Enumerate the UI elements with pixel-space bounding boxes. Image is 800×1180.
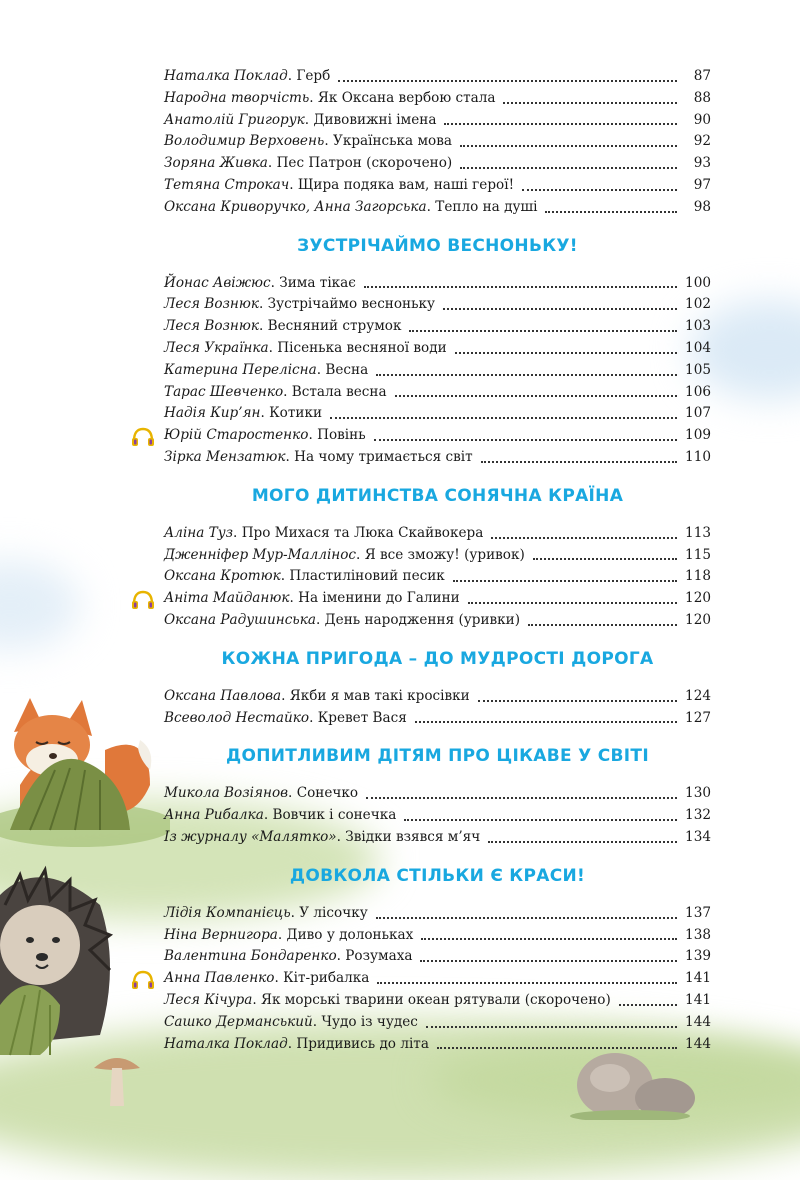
toc-entry[interactable] [164, 827, 711, 849]
entry-page-number: 106 [685, 383, 711, 400]
author-separator: . [304, 111, 314, 128]
entry-title: Тепло на душі [435, 198, 538, 215]
entry-title: Я все зможу! (уривок) [364, 546, 525, 563]
entry-author: Оксана Павлова [164, 687, 282, 704]
author-separator: . [336, 948, 346, 965]
entry-author: Лідія Компанієць [164, 904, 291, 921]
entry-title: Повінь [317, 427, 366, 444]
entry-page-number: 104 [685, 339, 711, 356]
entry-author: Аліна Туз [164, 524, 234, 541]
dot-leader [415, 721, 677, 723]
dot-leader [338, 80, 677, 82]
entry-page-number: 130 [685, 785, 711, 802]
entry-title: У лісочку [299, 904, 368, 921]
entry-page-number: 141 [685, 970, 711, 987]
entry-author: Володимир Верховень [164, 133, 325, 150]
author-separator: . [315, 611, 325, 628]
entry-page-number: 113 [685, 524, 711, 541]
toc-entry[interactable] [164, 425, 711, 447]
mushroom-illustration [92, 1050, 142, 1110]
author-separator: . [288, 785, 297, 802]
author-separator: . [267, 155, 277, 172]
entry-page-number: 139 [685, 948, 711, 965]
toc-entry[interactable] [164, 175, 711, 197]
entry-title: Пес Патрон (скорочено) [276, 155, 453, 172]
entry-author: Леся Вознюк [164, 296, 259, 313]
section-heading: ДОВКОЛА СТІЛЬКИ Є КРАСИ! [289, 865, 586, 886]
toc-entry[interactable] [164, 197, 711, 219]
entry-page-number: 100 [685, 274, 711, 291]
dot-leader [443, 308, 677, 310]
author-separator: . [312, 1013, 322, 1030]
dot-leader [409, 330, 677, 332]
author-separator: . [336, 828, 346, 845]
entry-page-number: 98 [693, 198, 711, 215]
entry-page-number: 138 [685, 926, 711, 943]
entry-author: Леся Вознюк [164, 318, 259, 335]
entry-title: Дивовижні імена [313, 111, 437, 128]
toc-entry[interactable] [164, 566, 711, 588]
author-separator: . [277, 926, 287, 943]
dot-leader [395, 395, 677, 397]
entry-title: Придивись до літа [296, 1035, 429, 1052]
toc-entry[interactable] [164, 273, 711, 295]
author-separator: . [324, 133, 333, 150]
entry-title: Про Михася та Люка Скайвокера [241, 524, 484, 541]
entry-page-number: 87 [693, 68, 711, 84]
entry-title: Кревет Вася [317, 709, 407, 726]
author-separator: . [260, 405, 270, 422]
entry-page-number: 137 [685, 904, 711, 921]
author-separator: . [280, 568, 290, 585]
author-separator: . [263, 807, 273, 824]
entry-page-number: 134 [685, 828, 711, 845]
entry-title: Весна [325, 361, 369, 378]
entry-title: На іменини до Галини [298, 590, 460, 607]
author-separator: . [356, 546, 365, 563]
dot-leader [330, 417, 677, 419]
author-separator: . [289, 176, 298, 193]
author-separator: . [290, 904, 300, 921]
toc-entry[interactable] [164, 1034, 711, 1056]
entry-author: Тарас Шевченко [164, 383, 284, 400]
entry-page-number: 93 [693, 155, 711, 172]
toc-entry[interactable] [164, 66, 711, 88]
dot-leader [444, 123, 677, 125]
toc-entry[interactable] [164, 110, 711, 132]
toc-entry[interactable] [164, 294, 711, 316]
author-separator: . [283, 383, 292, 400]
entry-title: Котики [269, 405, 322, 422]
headphones-icon[interactable] [130, 427, 156, 447]
toc-entry[interactable] [164, 903, 711, 925]
entry-title: Пластиліновий песик [289, 568, 445, 585]
dot-leader [455, 352, 677, 354]
entry-page-number: 92 [693, 133, 711, 150]
entry-page-number: 118 [685, 568, 711, 585]
entry-author: Народна творчість [164, 89, 310, 106]
entry-page-number: 103 [685, 318, 711, 335]
entry-author: Валентина Бондаренко [164, 948, 337, 965]
author-separator: . [309, 89, 318, 106]
author-separator: . [258, 296, 268, 313]
entry-author: Дженніфер Мур-Маллінос [164, 546, 357, 563]
toc-entry[interactable] [164, 925, 711, 947]
dot-leader [437, 1047, 677, 1049]
entry-author: Аніта Майданюк [164, 590, 290, 607]
toc-entry[interactable] [164, 316, 711, 338]
entry-title: Розумаха [345, 948, 413, 965]
entry-author: Анна Рибалка [164, 807, 264, 824]
entry-page-number: 127 [685, 709, 711, 726]
entry-page-number: 97 [693, 176, 711, 193]
entry-page-number: 144 [685, 1013, 711, 1030]
entry-author: Оксана Кротюк [164, 568, 281, 585]
entry-author: Микола Возіянов [164, 785, 289, 802]
author-separator: . [285, 448, 295, 465]
entry-author: Анна Павленко [164, 970, 275, 987]
dot-leader [522, 189, 677, 191]
entry-title: Звідки взявся м’яч [345, 828, 481, 845]
author-separator: . [309, 709, 318, 726]
toc-entry[interactable] [164, 447, 711, 469]
dot-leader [460, 167, 677, 169]
entry-title: Як морські тварини океан рятували (скорочено) [261, 991, 611, 1008]
entry-title: Пісенька весняної води [277, 339, 447, 356]
dot-leader [366, 797, 677, 799]
dot-leader [404, 819, 677, 821]
entry-author: Ніна Вернигора [164, 926, 278, 943]
entry-page-number: 88 [693, 89, 711, 106]
dot-leader [460, 145, 677, 147]
entry-page-number: 141 [685, 991, 711, 1008]
author-separator: . [252, 991, 261, 1008]
entry-author: Надія Кир’ян [164, 405, 261, 422]
toc-entry[interactable] [164, 1012, 711, 1034]
entry-page-number: 107 [685, 405, 711, 422]
author-separator: . [287, 1035, 297, 1052]
entry-author: Анатолій Григорук [164, 111, 305, 128]
entry-page-number: 120 [685, 611, 711, 628]
entry-author: Юрій Старостенко [164, 427, 309, 444]
entry-page-number: 120 [685, 590, 711, 607]
entry-title: Чудо із чудес [321, 1013, 418, 1030]
entry-title: Диво у долоньках [286, 926, 414, 943]
toc-entry[interactable] [164, 610, 711, 632]
toc-entry[interactable] [164, 523, 711, 545]
entry-author: Леся Кічура [164, 991, 253, 1008]
entry-author: Леся Українка [164, 339, 269, 356]
table-of-contents [164, 66, 711, 1055]
dot-leader [453, 580, 677, 582]
dot-leader [376, 917, 677, 919]
toc-entry[interactable] [164, 545, 711, 567]
toc-entry[interactable] [164, 990, 711, 1012]
entry-title: Встала весна [291, 383, 387, 400]
hedgehog-illustration [0, 865, 115, 1065]
entry-author: Катерина Перелісна [164, 361, 317, 378]
toc-entry[interactable] [164, 946, 711, 968]
author-separator: . [316, 361, 326, 378]
dot-leader [377, 982, 677, 984]
section-heading: ДОПИТЛИВИМ ДІТЯМ ПРО ЦІКАВЕ У СВІТІ [226, 746, 649, 767]
toc-entry[interactable] [164, 338, 711, 360]
dot-leader [619, 1004, 677, 1006]
fox-illustration [0, 690, 170, 850]
author-separator: . [281, 687, 290, 704]
dot-leader [420, 960, 677, 962]
entry-page-number: 115 [685, 546, 711, 563]
dot-leader [488, 841, 677, 843]
author-separator: . [233, 524, 242, 541]
entry-author: Всеволод Нестайко [164, 709, 310, 726]
dot-leader [528, 624, 677, 626]
toc-entry[interactable] [164, 783, 711, 805]
entry-author: Наталка Поклад [164, 68, 288, 84]
toc-entry[interactable] [164, 382, 711, 404]
entry-title: Кіт-рибалка [283, 970, 370, 987]
entry-author: Зоряна Живка [164, 155, 268, 172]
author-separator: . [270, 274, 280, 291]
dot-leader [376, 374, 677, 376]
sky-wash-left [0, 560, 80, 650]
section-heading: ЗУСТРІЧАЙМО ВЕСНОНЬКУ! [297, 235, 578, 256]
toc-entry[interactable] [164, 88, 711, 110]
author-separator: . [287, 68, 297, 84]
headphones-icon[interactable] [130, 970, 156, 990]
dot-leader [481, 461, 677, 463]
entry-title: Українська мова [333, 133, 452, 150]
toc-entry[interactable] [164, 805, 711, 827]
entry-title: Герб [296, 68, 331, 84]
section-heading: КОЖНА ПРИГОДА – ДО МУДРОСТІ ДОРОГА [221, 648, 654, 669]
entry-page-number: 132 [685, 807, 711, 824]
author-separator: . [258, 318, 268, 335]
entry-title: Зима тікає [279, 274, 356, 291]
author-separator: . [268, 339, 278, 356]
entry-title: Щира подяка вам, наші герої! [297, 176, 515, 193]
entry-title: Як Оксана вербою стала [317, 89, 496, 106]
dot-leader [426, 1026, 677, 1028]
entry-author: Оксана Радушинська [164, 611, 316, 628]
entry-author: Сашко Дерманський [164, 1013, 313, 1030]
section-heading: МОГО ДИТИНСТВА СОНЯЧНА КРАЇНА [251, 485, 624, 506]
dot-leader [468, 602, 677, 604]
toc-entry[interactable] [164, 686, 711, 708]
dot-leader [533, 558, 677, 560]
dot-leader [491, 537, 677, 539]
entry-title: На чому тримається світ [294, 448, 473, 465]
entry-title: Вовчик і сонечка [272, 807, 397, 824]
toc-entry[interactable] [164, 403, 711, 425]
entry-author: Йонас Авіжюс [164, 274, 271, 291]
entry-page-number: 102 [685, 296, 711, 313]
author-separator: . [289, 590, 299, 607]
dot-leader [374, 439, 677, 441]
toc-entry[interactable] [164, 131, 711, 153]
entry-author: Тетяна Строкач [164, 176, 290, 193]
dot-leader [364, 286, 677, 288]
author-separator: . [274, 970, 284, 987]
dot-leader [478, 700, 677, 702]
entry-author: Оксана Криворучко, Анна Загорська [164, 198, 427, 215]
entry-author: Із журналу «Малятко» [164, 828, 337, 845]
entry-title: Зустрічаймо весноньку [267, 296, 436, 313]
entry-page-number: 110 [685, 448, 711, 465]
entry-page-number: 105 [685, 361, 711, 378]
dot-leader [421, 938, 677, 940]
dot-leader [503, 102, 677, 104]
entry-page-number: 109 [685, 427, 711, 444]
headphones-icon[interactable] [130, 590, 156, 610]
entry-page-number: 124 [685, 687, 711, 704]
entry-author: Зірка Мензатюк [164, 448, 286, 465]
entry-page-number: 90 [693, 111, 711, 128]
entry-title: Весняний струмок [267, 318, 402, 335]
toc-entry[interactable] [164, 588, 711, 610]
entry-title: Якби я мав такі кросівки [289, 687, 470, 704]
author-separator: . [308, 427, 318, 444]
toc-entry[interactable] [164, 708, 711, 730]
entry-title: Сонечко [296, 785, 359, 802]
entry-page-number: 144 [685, 1035, 711, 1052]
author-separator: . [426, 198, 436, 215]
dot-leader [545, 211, 677, 213]
entry-author: Наталка Поклад [164, 1035, 288, 1052]
entry-title: День народження (уривки) [324, 611, 521, 628]
toc-entry[interactable] [164, 153, 711, 175]
toc-entry[interactable] [164, 360, 711, 382]
toc-entry[interactable] [164, 968, 711, 990]
